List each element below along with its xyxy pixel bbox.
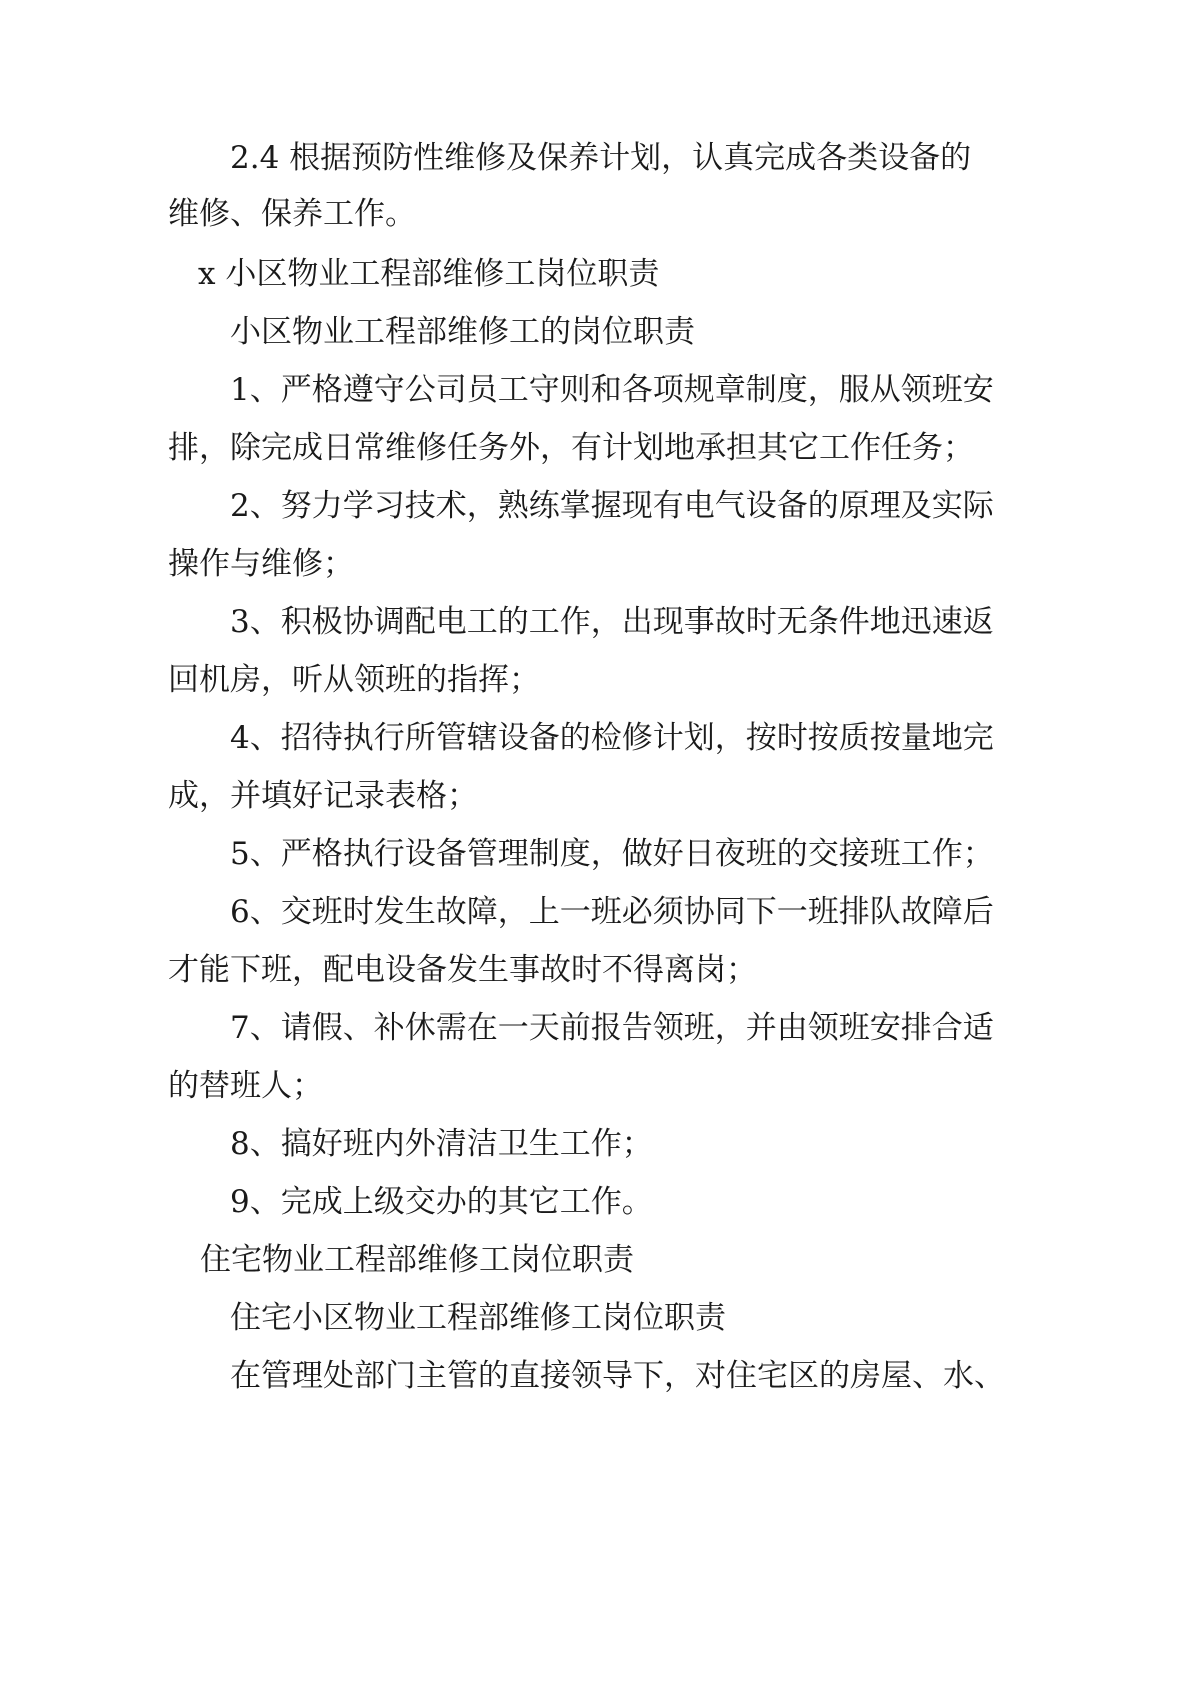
paragraph-line: 成，并填好记录表格； bbox=[168, 778, 478, 814]
paragraph-line: 7、请假、补休需在一天前报告领班，并由领班安排合适 bbox=[230, 1010, 994, 1046]
paragraph-line: 的替班人； bbox=[168, 1068, 323, 1104]
paragraph-line: 才能下班，配电设备发生事故时不得离岗； bbox=[168, 952, 757, 988]
section-subheading: 住宅小区物业工程部维修工岗位职责 bbox=[230, 1300, 726, 1336]
paragraph-line: 9、完成上级交办的其它工作。 bbox=[230, 1184, 653, 1220]
section-heading: x 小区物业工程部维修工岗位职责 bbox=[198, 256, 660, 292]
paragraph-line: 2.4 根据预防性维修及保养计划，认真完成各类设备的 bbox=[230, 140, 972, 176]
paragraph-line: 在管理处部门主管的直接领导下，对住宅区的房屋、水、 bbox=[230, 1358, 1005, 1394]
paragraph-line: 排，除完成日常维修任务外，有计划地承担其它工作任务； bbox=[168, 430, 974, 466]
paragraph-line: 2、努力学习技术，熟练掌握现有电气设备的原理及实际 bbox=[230, 488, 994, 524]
paragraph-line: 6、交班时发生故障，上一班必须协同下一班排队故障后 bbox=[230, 894, 994, 930]
paragraph-line: 1、严格遵守公司员工守则和各项规章制度，服从领班安 bbox=[230, 372, 994, 408]
paragraph-line: 维修、保养工作。 bbox=[168, 196, 416, 232]
paragraph-line: 5、严格执行设备管理制度，做好日夜班的交接班工作； bbox=[230, 836, 994, 872]
paragraph-line: 8、搞好班内外清洁卫生工作； bbox=[230, 1126, 653, 1162]
paragraph-line: 3、积极协调配电工的工作，出现事故时无条件地迅速返 bbox=[230, 604, 994, 640]
section-subheading: 小区物业工程部维修工的岗位职责 bbox=[230, 314, 695, 350]
paragraph-line: 操作与维修； bbox=[168, 546, 354, 582]
paragraph-line: 4、招待执行所管辖设备的检修计划，按时按质按量地完 bbox=[230, 720, 994, 756]
paragraph-line: 回机房，听从领班的指挥； bbox=[168, 662, 540, 698]
section-heading: 住宅物业工程部维修工岗位职责 bbox=[200, 1242, 634, 1278]
